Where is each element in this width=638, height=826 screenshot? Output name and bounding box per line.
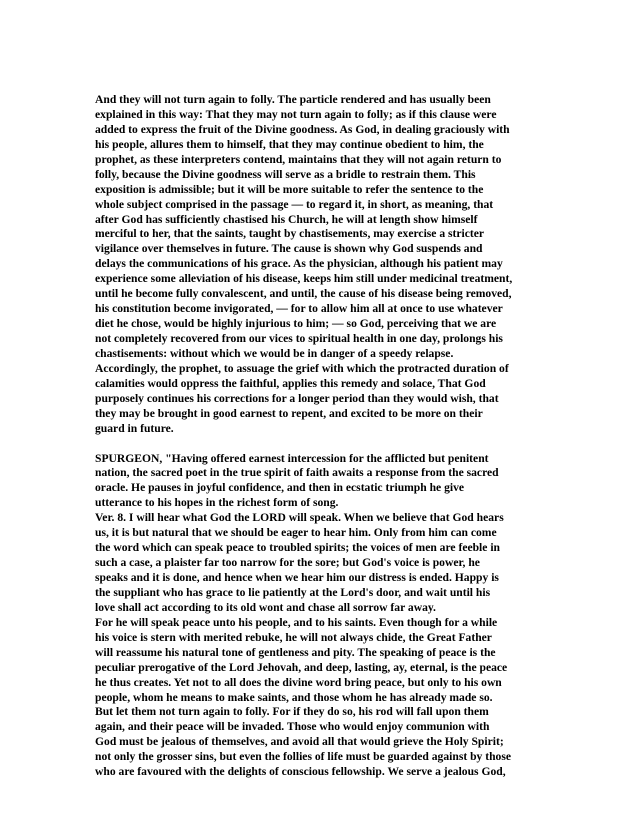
text-line: purposely continues his corrections for a longer period than they would wish, that	[95, 391, 499, 405]
text-line: the word which can speak peace to troubled spirits; the voices of men are feeble in	[95, 541, 500, 555]
text-line: calamities would oppress the faithful, applies this remedy and solace, That God	[95, 376, 486, 390]
document-page	[95, 93, 550, 780]
text-line: us, it is but natural that we should be eager to hear him. Only from him can come	[95, 526, 497, 540]
text-line: speaks and it is done, and hence when we hear him our distress is ended. Happy is	[95, 571, 499, 584]
text-line: For he will speak peace unto his people, and to his saints. Even though for a while	[95, 615, 498, 629]
text-line: guard in future.	[95, 421, 174, 435]
text-line: his voice is stern with merited rebuke, he will not always chide, the Great Father	[95, 630, 492, 644]
text-line: vigilance over themselves in future. The cause is shown why God suspends and	[95, 242, 483, 256]
text-line: they may be brought in good earnest to repent, and excited to be more on their	[95, 406, 483, 420]
text-line: after God has sufficiently chastised his Church, he will at length show himself	[95, 212, 478, 226]
text-line: the suppliant who has grace to lie patiently at the Lord's door, and wait until his	[95, 585, 491, 599]
text-line: will reassume his natural tone of gentleness and pity. The speaking of peace is the	[95, 645, 496, 659]
text-line: such a case, a plaister far too narrow for the sore; but God's voice is power, he	[95, 556, 480, 570]
text-line: merciful to her, that the saints, taught by chastisements, may exercise a stricter	[95, 227, 485, 241]
text-line: diet he chose, would be highly injurious to him; — so God, perceiving that we are	[95, 317, 497, 331]
text-line: oracle. He pauses in joyful confidence, and then in ecstatic triumph he give	[95, 481, 465, 495]
text-line: Accordingly, the prophet, to assuage the grief with which the protracted duration of	[95, 361, 509, 375]
text-line: But let them not turn again to folly. For if they do so, his rod will fall upon them	[95, 705, 489, 719]
text-line: whole subject comprised in the passage — to regard it, in short, as meaning, that	[95, 197, 494, 211]
text-line: Ver. 8. I will hear what God the LORD will speak. When we believe that God hears	[95, 511, 504, 525]
text-line: his constitution become invigorated, — for to allow him all at once to use whatever	[95, 302, 503, 316]
text-line: not only the grosser sins, but even the follies of life must be guarded against by those	[95, 750, 511, 764]
text-line: utterance to his hopes in the richest form of song.	[95, 496, 339, 510]
text-line: people, whom he means to make saints, and those whom he has already made so.	[95, 690, 493, 704]
paragraph-spurgeon-commentary	[95, 452, 550, 781]
text-line: exposition is admissible; but it will be more suitable to refer the sentence to the	[95, 182, 484, 196]
text-line: love shall act according to its old wont and chase all sorrow far away.	[95, 600, 436, 614]
text-line: chastisements: without which we would be in danger of a speedy relapse.	[95, 346, 454, 360]
paragraph-spacer	[95, 437, 550, 452]
text-line: And they will not turn again to folly. The particle rendered and has usually been	[95, 93, 491, 106]
text-line: God must be jealous of themselves, and avoid all that would grieve the Holy Spirit;	[95, 735, 504, 749]
text-line: again, and their peace will be invaded. Those who would enjoy communion with	[95, 720, 490, 734]
text-line: not completely recovered from our vices to spiritual health in one day, prolongs his	[95, 332, 503, 345]
text-line: delays the communications of his grace. As the physician, although his patient may	[95, 257, 503, 271]
paragraph-calvin-commentary	[95, 93, 550, 437]
text-line: he thus creates. Yet not to all does the divine word bring peace, but only to his own	[95, 675, 502, 689]
text-line: his people, allures them to himself, that they may continue obedient to him, the	[95, 137, 484, 151]
text-line: explained in this way: That they may not turn again to folly; as if this clause were	[95, 107, 497, 121]
text-line: peculiar prerogative of the Lord Jehovah, and deep, lasting, ay, eternal, is the peace	[95, 660, 508, 674]
text-line: SPURGEON, "Having offered earnest intercession for the afflicted but penitent	[95, 451, 489, 465]
text-line: until he become fully convalescent, and until, the cause of his disease being removed,	[95, 287, 512, 301]
text-line: nation, the sacred poet in the true spirit of faith awaits a response from the sacred	[95, 466, 499, 480]
text-line: added to express the fruit of the Divine goodness. As God, in dealing graciously with	[95, 122, 510, 136]
text-line: who are favoured with the delights of conscious fellowship. We serve a jealous God,	[95, 765, 506, 779]
text-line: prophet, as these interpreters contend, maintains that they will not again return to	[95, 152, 502, 166]
text-line: experience some alleviation of his disease, keeps him still under medicinal treatment,	[95, 272, 513, 286]
text-line: folly, because the Divine goodness will serve as a bridle to restrain them. This	[95, 167, 476, 181]
